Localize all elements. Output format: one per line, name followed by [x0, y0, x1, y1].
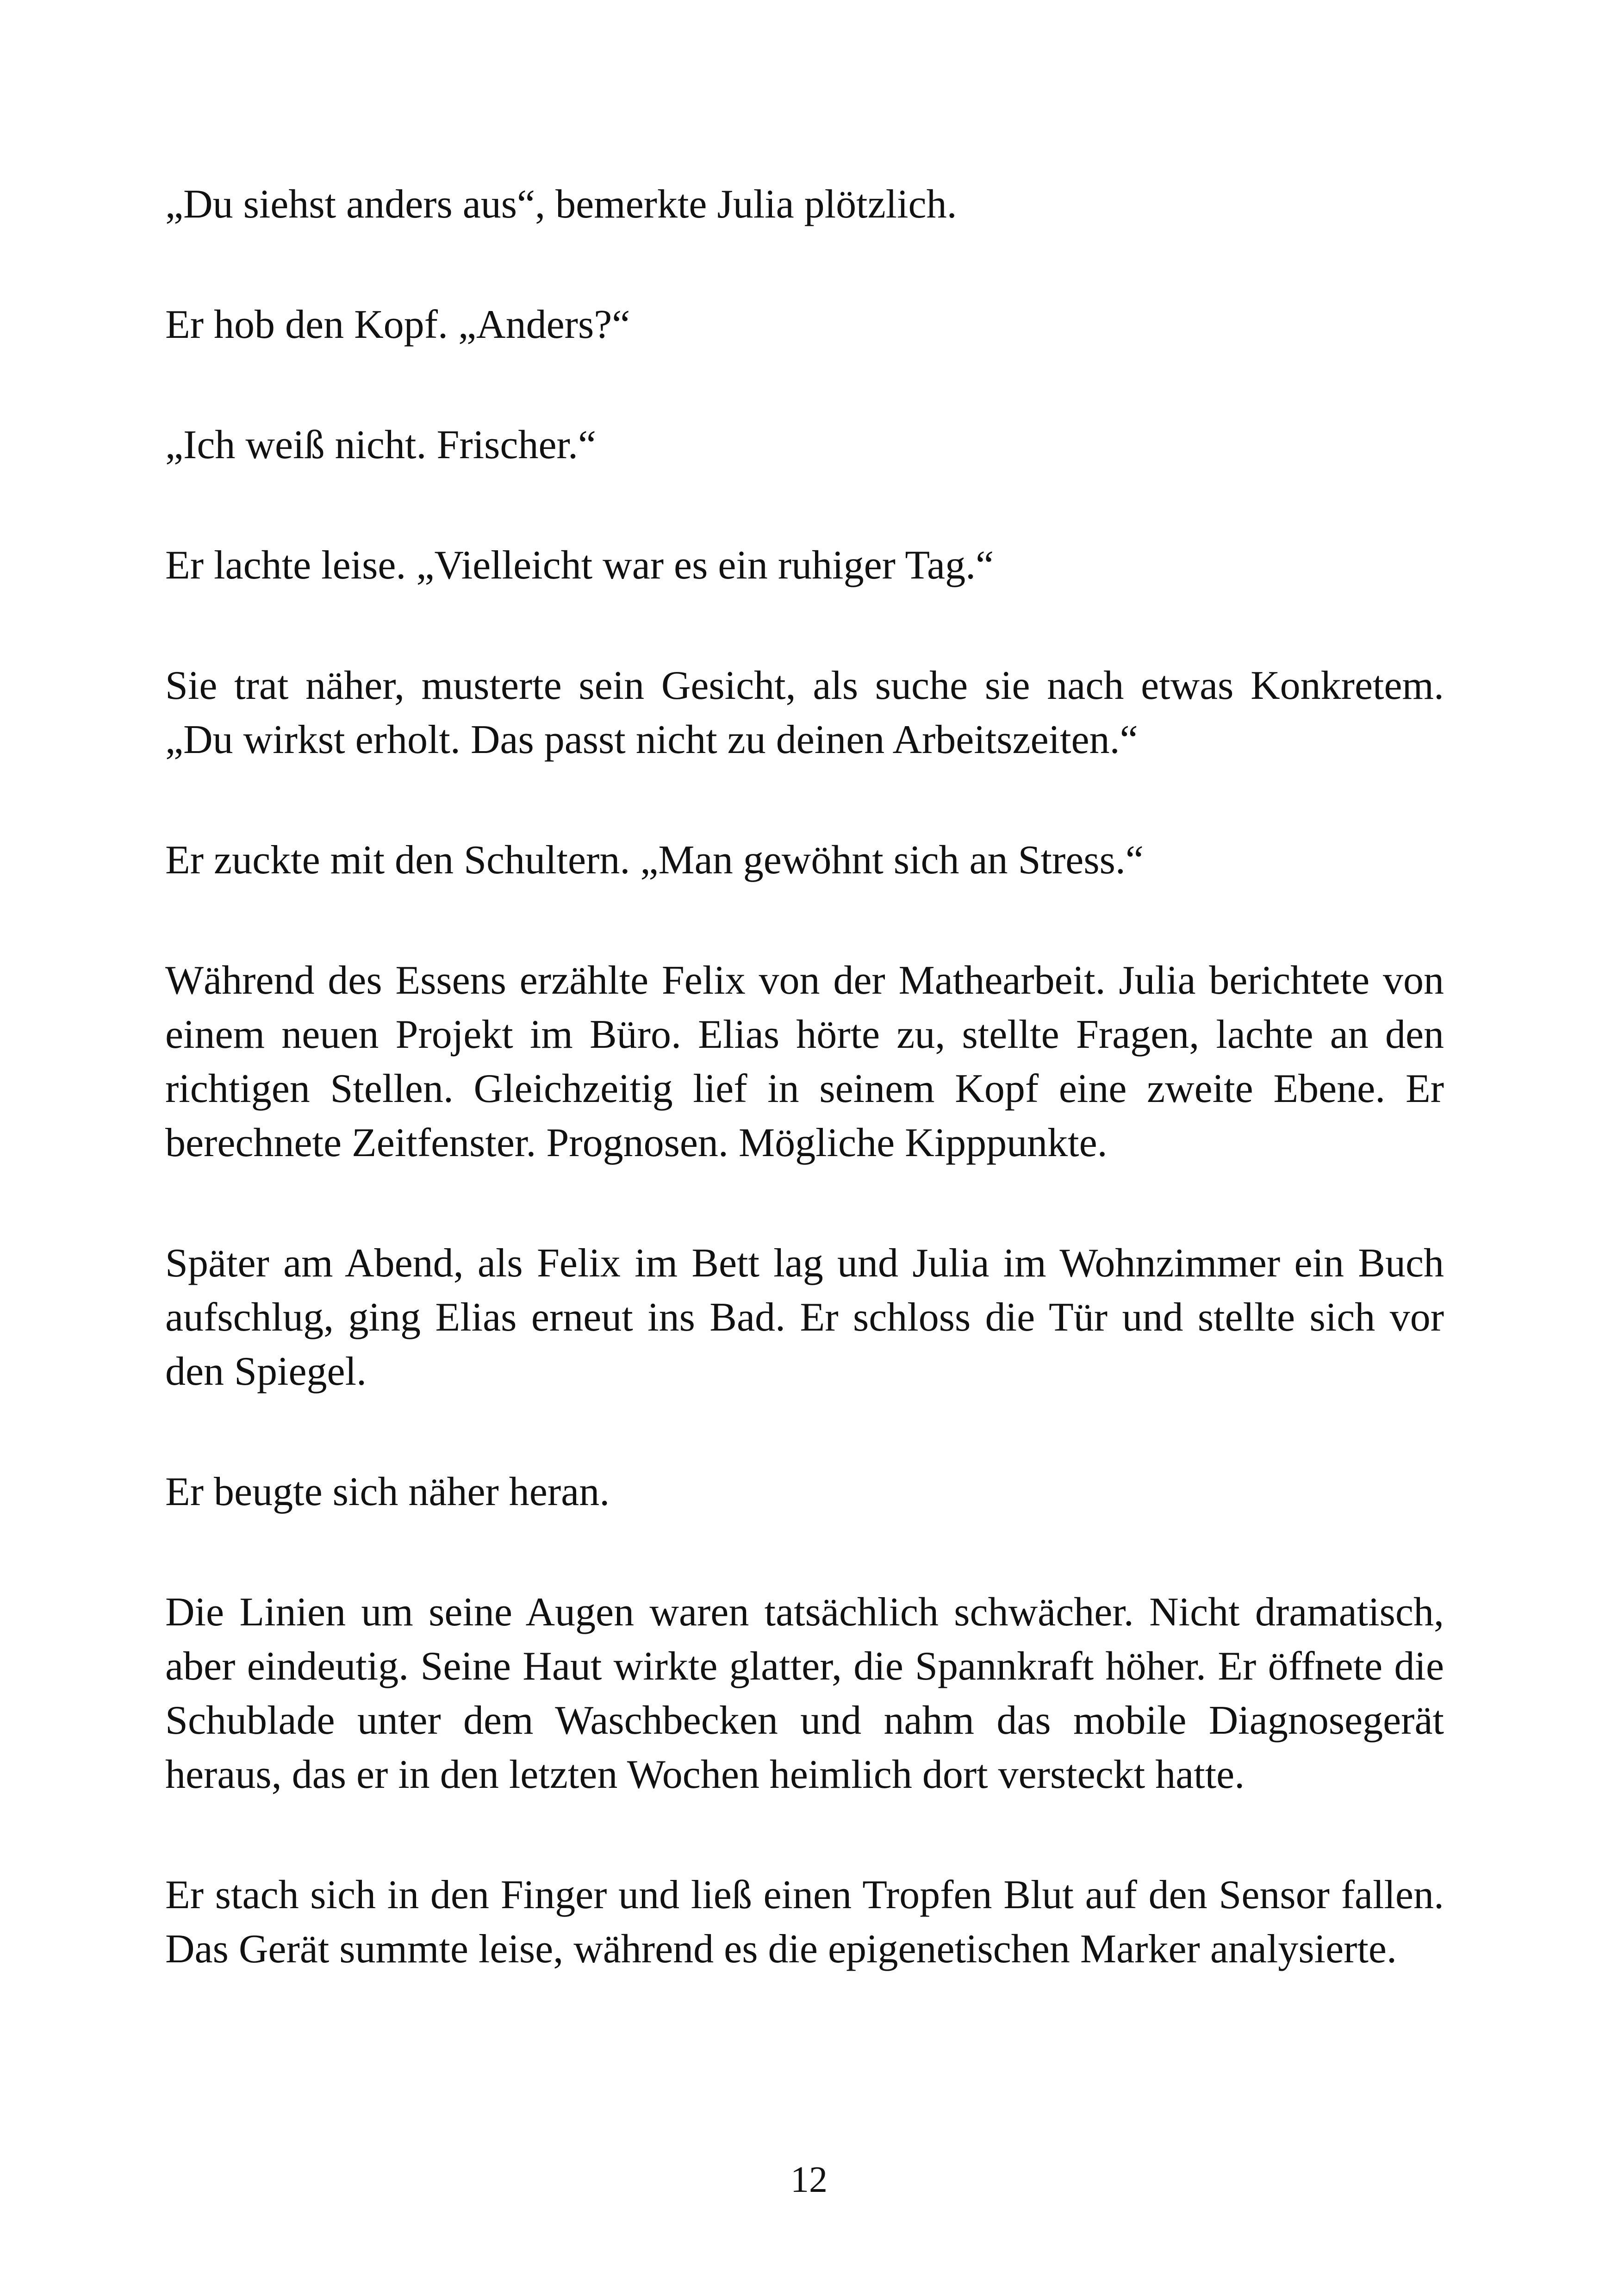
paragraph: Er hob den Kopf. „Anders?“ — [165, 302, 630, 347]
paragraph: Er lachte leise. „Vielleicht war es ein ruhiger Tag.“ — [165, 543, 994, 588]
paragraph: „Du siehst anders aus“, bemerkte Julia plötzlich. — [165, 182, 957, 227]
paragraph: Er zuckte mit den Schultern. „Man gewöhnt sich an Stress.“ — [165, 838, 1144, 883]
paragraph: Später am Abend, als Felix im Bett lag und Julia im Wohnzimmer ein Buch aufschlug, ging Elias erneut ins Bad. Er schloss die Tür und stellte sich vor den Spiegel. — [165, 1241, 1444, 1394]
page-number: 12 — [790, 2159, 828, 2200]
paragraph: Er stach sich in den Finger und ließ einen Tropfen Blut auf den Sensor fallen. Das Gerät summte leise, während es die epigenetischen Marker analysierte. — [165, 1873, 1444, 1972]
body-text — [165, 177, 1444, 2042]
paragraph: „Ich weiß nicht. Frischer.“ — [165, 423, 597, 467]
paragraph: Er beugte sich näher heran. — [165, 1469, 610, 1514]
paragraph: Die Linien um seine Augen waren tatsächlich schwächer. Nicht dramatisch, aber eindeutig. Seine Haut wirkte glatter, die Spannkraft höher. Er öffnete die Schublade unter dem Waschbecken und nahm das mobile Diagnosegerät heraus, das er in den letzten Wochen heimlich dort versteckt hatte. — [165, 1590, 1444, 1797]
paragraph: Sie trat näher, musterte sein Gesicht, als suche sie nach etwas Konkretem. „Du wirkst erholt. Das passt nicht zu deinen Arbeitszeiten.“ — [165, 663, 1444, 762]
paragraph: Während des Essens erzählte Felix von der Mathearbeit. Julia berichtete von einem neuen Projekt im Büro. Elias hörte zu, stellte Fragen, lachte an den richtigen Stellen. Gleichzeitig lief in seinem Kopf eine zweite Ebene. Er berechnete Zeitfenster. Prognosen. Mögliche Kipppunkte. — [165, 958, 1444, 1165]
